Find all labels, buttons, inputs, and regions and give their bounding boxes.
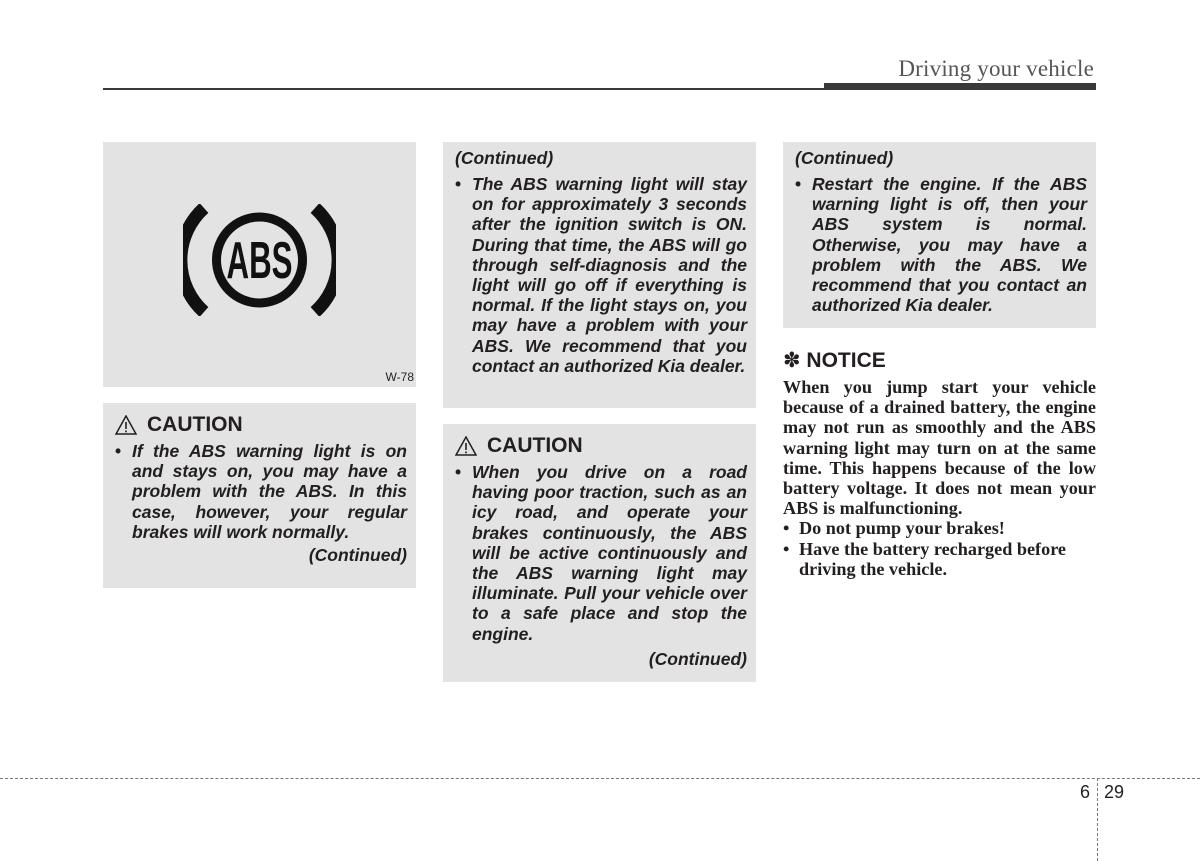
caution-bullet: • If the ABS warning light is on and stays on, you may have a problem with the ABS. In this case, however, your regular brakes will work normally.	[115, 441, 407, 542]
caution-bullet: • When you drive on a road having poor traction, such as an icy road, and operate your brakes continuously, the ABS will be active continuously and the ABS warning light may illuminate. Pull your vehicle over to a safe place and stop the engine.	[455, 462, 747, 644]
warning-triangle-icon	[115, 415, 137, 435]
caution-heading	[455, 434, 747, 458]
section-number: 6	[1080, 782, 1091, 802]
continued-label: (Continued)	[455, 148, 554, 168]
warning-triangle-icon	[455, 436, 477, 456]
caution-title: CAUTION	[487, 434, 583, 457]
caution-bullet: • Restart the engine. If the ABS warning light is off, then your ABS system is normal. Otherwise, you may have a problem with the ABS. We recommend that you contact an authorized Kia dealer.	[795, 174, 1087, 315]
notice-bullet: • Have the battery recharged before driving the vehicle.	[783, 539, 1096, 579]
caution-heading	[115, 413, 407, 437]
abs-warning-light-icon	[183, 204, 336, 316]
header-rule-accent	[824, 83, 1096, 90]
abs-warning-figure	[103, 142, 416, 387]
continued-label: (Continued)	[648, 648, 747, 669]
abs-label: ABS	[226, 232, 293, 290]
caution-title: CAUTION	[147, 413, 243, 436]
continued-label: (Continued)	[795, 148, 894, 168]
continued-caution-box	[443, 142, 756, 408]
notice-section	[783, 347, 1096, 579]
footer-page-divider	[1097, 778, 1098, 861]
notice-bullet: • Do not pump your brakes!	[783, 518, 1096, 538]
notice-title: ✽ NOTICE	[783, 349, 886, 372]
page-number: 29	[1104, 782, 1125, 802]
footer-divider	[0, 778, 1200, 779]
notice-text: When you jump start your vehicle because of a drained battery, the engine may not run as smoothly and the ABS warning light may turn on at the same time. This happens because of the low battery voltage. It does not mean your ABS is malfunctioning.	[783, 377, 1096, 519]
figure-code: W-78	[385, 370, 414, 384]
page-header-title: Driving your vehicle	[898, 56, 1094, 81]
continued-caution-box	[783, 142, 1096, 328]
caution-bullet: • The ABS warning light will stay on for approximately 3 seconds after the ignition switch is ON. During that time, the ABS will go through self-diagnosis and the light will go off if everything is normal. If the light stays on, you may have a problem with your ABS. We recommend that you contact an authorized Kia dealer.	[455, 174, 747, 376]
caution-box	[443, 424, 756, 682]
caution-box	[103, 403, 416, 588]
continued-label: (Continued)	[308, 545, 407, 566]
